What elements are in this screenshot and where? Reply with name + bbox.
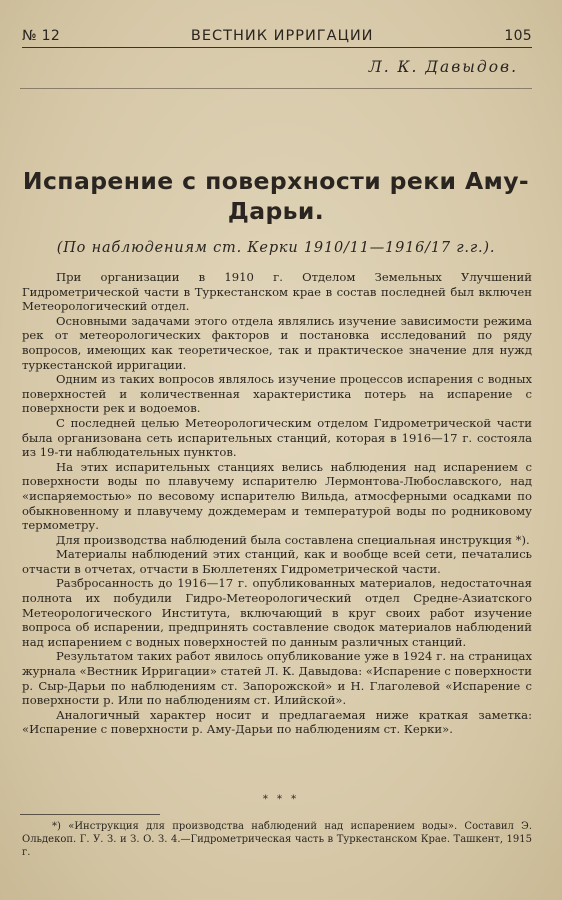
paragraph: Разбросанность до 1916—17 г. опубликованных материалов, недостаточная полнота их побудили Гидро-Метеорологический отдел Средне-Азиатского Метеорологического Института, включающий в круг своих работ изучение вопроса об испарении, предпринять составление сводок материалов наблюдений над испарением с водных поверхностей по данным различных станций.	[22, 576, 532, 649]
issue-number: № 12	[22, 28, 61, 44]
journal-name: ВЕСТНИК ИРРИГАЦИИ	[190, 28, 374, 44]
paragraph: Материалы наблюдений этих станций, как и вообще всей сети, печатались отчасти в отчетах, отчасти в Бюллетенях Гидрометрической части.	[22, 547, 532, 576]
article-body	[22, 270, 532, 737]
paragraph: Одним из таких вопросов являлось изучение процессов испарения с водных поверхностей и количественная характеристика потерь на испарение с поверхности рек и водоемов.	[22, 372, 532, 416]
page-number: 105	[504, 28, 532, 44]
paragraph: При организации в 1910 г. Отделом Земельных Улучшений Гидрометрической части в Туркестанском крае в состав последней был включен Метеорологический отдел.	[22, 270, 532, 314]
paragraph: С последней целью Метеорологическим отделом Гидрометрической части была организована сеть испарительных станций, которая в 1916—17 г. состояла из 19-ти наблюдательных пунктов.	[22, 415, 532, 460]
paragraph: Аналогичный характер носит и предлагаемая ниже краткая заметка: «Испарение с поверхности р. Аму-Дарьи по наблюдениям ст. Керки».	[22, 707, 532, 737]
footnote-rule	[20, 814, 160, 815]
author: Л. К. Давыдов.	[368, 58, 518, 76]
article-subtitle: (По наблюдениям ст. Керки 1910/11—1916/17 г.г.).	[56, 240, 496, 256]
author-rule	[20, 88, 532, 89]
footnote: *) «Инструкция для производства наблюдений над испарением воды». Составил Э. Ольдекоп. Г. У. З. и З. О. З. 4.—Гидрометрическая часть в Туркестанском Крае. Ташкент, 1915 г.	[22, 821, 532, 858]
article-title: Испарение с поверхности реки Аму-Дарьи.	[22, 167, 530, 225]
running-head	[22, 22, 532, 48]
paragraph: Основными задачами этого отдела являлись изучение зависимости режима рек от метеорологических факторов и постановка исследований по ряду вопросов, имеющих как теоретическое, так и практическое значение для нужд туркестанской ирригации.	[22, 313, 532, 372]
section-separator: * * *	[262, 794, 300, 805]
paragraph: Для производства наблюдений была составлена специальная инструкция *).	[56, 532, 530, 547]
paragraph: Результатом таких работ явилось опубликование уже в 1924 г. на страницах журнала «Вестник Ирригации» статей Л. К. Давыдова: «Испарение с поверхности р. Сыр-Дарьи по наблюдениям ст. Запорожской» и Н. Глаголевой «Испарение с поверхности р. Или по наблюдениям ст. Илийской».	[22, 649, 532, 708]
paragraph: На этих испарительных станциях велись наблюдения над испарением с поверхности воды по плавучему испарителю Лермонтова-Любославского, над «испаряемостью» по весовому испарителю Вильда, атмосферными осадками по обыкновенному и плавучему дождемерам и температурой воды по родниковому термометру.	[22, 459, 532, 533]
